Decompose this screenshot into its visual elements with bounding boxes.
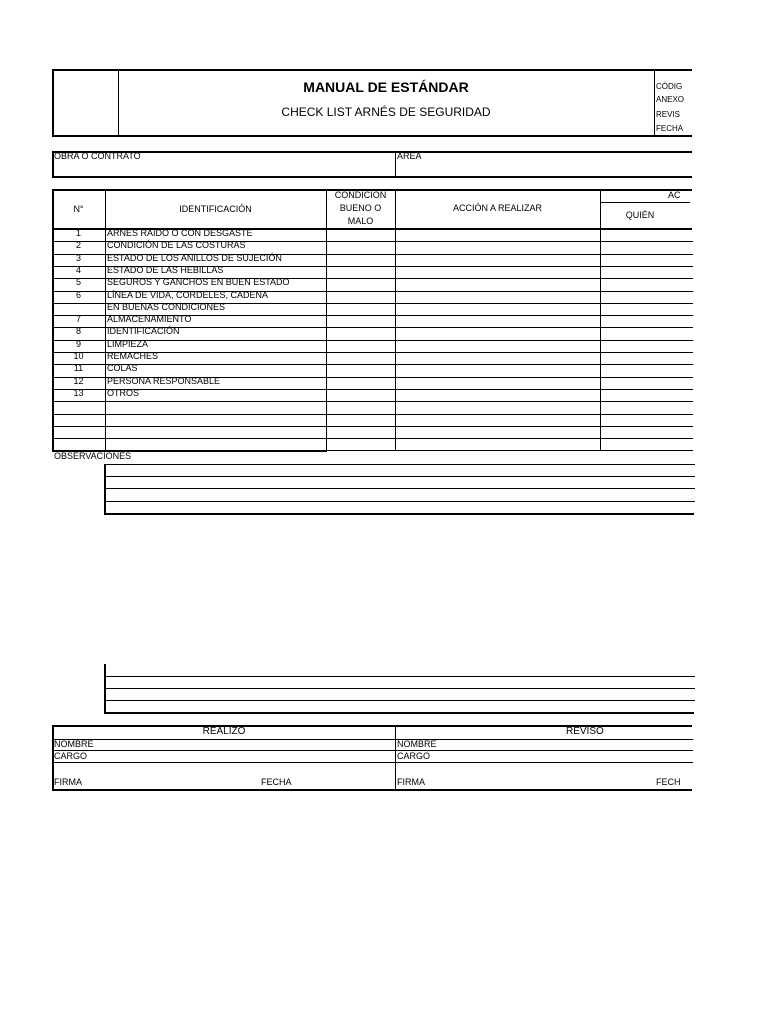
reviso-label: REVISÓ [566,726,604,737]
col-divider-cond [395,189,396,451]
notes-line-4 [104,712,694,714]
page-title: MANUAL DE ESTÁNDAR [303,79,469,95]
row-label: SEGUROS Y GANCHOS EN BUEN ESTADO [107,277,290,287]
row-number: 7 [75,314,81,324]
cargo-right: CARGO [397,751,431,761]
row-number: 10 [73,351,84,361]
row-label: LIMPIEZA [107,339,149,349]
meta-cell-divider [654,69,655,137]
obs-line-2 [105,476,695,477]
col-header-quien: QUIÉN [625,210,655,220]
header-bottom-border [52,135,692,137]
col-divider-ident [326,189,327,451]
obs-line-4 [105,501,695,502]
project-bottom-border [52,176,692,178]
obs-line-1 [105,464,695,465]
fecha-left: FECHA [261,777,292,787]
col-header-ident: IDENTIFICACIÓN [179,204,252,214]
table-row-line [53,364,693,365]
realizo-label: REALIZÓ [202,726,246,737]
table-row-line [53,426,693,427]
observations-label: OBSERVACIONES [54,451,132,461]
sign-divider [395,725,396,790]
row-label: OTROS [107,388,140,398]
row-number: 5 [75,277,81,287]
row-label: ESTADO DE LOS ANILLOS DE SUJECIÓN [107,253,282,263]
row-label: ALMACENAMIENTO [107,314,192,324]
group-header-divider [600,202,690,203]
header-left-border [52,69,54,137]
fecha-right: FECH [656,777,681,787]
row-number: 13 [73,388,84,398]
row-label: ARNÉS RAÍDO O CON DESGASTE [107,228,253,238]
project-divider [395,151,396,177]
row-number: 1 [75,228,81,238]
table-row-line [53,438,693,439]
row-label: EN BUENAS CONDICIONES [107,302,226,312]
table-row-line [53,450,693,451]
row-label: LÍNEA DE VIDA, CORDELES, CADENA [107,290,269,300]
row-number: 6 [75,290,81,300]
obra-label: OBRA O CONTRATO [54,151,141,161]
header-top-border [52,69,692,71]
notes-left-border [104,664,106,714]
firma-left: FIRMA [54,777,82,787]
col-header-num: N° [73,204,84,214]
col-header-cond-1: CONDICION [334,190,387,200]
row-label: IDENTIFICACIÓN [107,326,180,336]
nombre-right: NOMBRE [397,739,437,749]
obs-left-border [104,464,106,515]
area-label: ÁREA [397,151,422,161]
col-header-group: AC [668,190,681,200]
table-row-line [53,414,693,415]
row-number: 11 [73,363,84,373]
row-label: COLAS [107,363,138,373]
row-number: 3 [75,253,81,263]
project-top-border [52,151,692,153]
cargo-left: CARGO [54,751,88,761]
firma-right: FIRMA [397,777,425,787]
table-row-line [53,340,693,341]
table-row-line [53,401,693,402]
row-label: CONDICIÓN DE LAS COSTURAS [107,240,246,250]
col-divider-num [105,189,106,451]
row-label: ESTADO DE LAS HEBILLAS [107,265,224,275]
notes-line-1 [105,676,695,677]
meta-anexo: ANEXO [656,95,685,104]
sign-header-line [53,739,693,740]
sign-cargo-line [53,762,693,763]
col-divider-accion [600,189,601,451]
col-header-cond-2: BUENO O [339,203,382,213]
meta-codigo: CÓDIG [656,82,683,91]
row-label: PERSONA RESPONSABLE [107,376,221,386]
notes-line-3 [105,700,695,701]
row-number: 12 [73,376,84,386]
obs-line-3 [105,488,695,489]
row-label: REMACHES [107,351,159,361]
meta-revision: REVIS [656,110,681,119]
col-header-accion: ACCIÓN A REALIZAR [452,203,543,213]
table-row-line [53,389,693,390]
row-number: 8 [75,326,81,336]
page-subtitle: CHECK LIST ARNÉS DE SEGURIDAD [281,105,491,119]
col-header-cond-3: MALO [347,216,374,226]
meta-fecha: FECHA [656,124,684,133]
sign-bottom-border [52,789,692,791]
row-number: 2 [75,240,81,250]
sign-nombre-line [53,750,693,751]
notes-line-2 [105,688,695,689]
row-number: 4 [75,265,81,275]
nombre-left: NOMBRE [54,739,94,749]
row-number: 9 [75,339,81,349]
obs-line-5 [104,513,694,515]
